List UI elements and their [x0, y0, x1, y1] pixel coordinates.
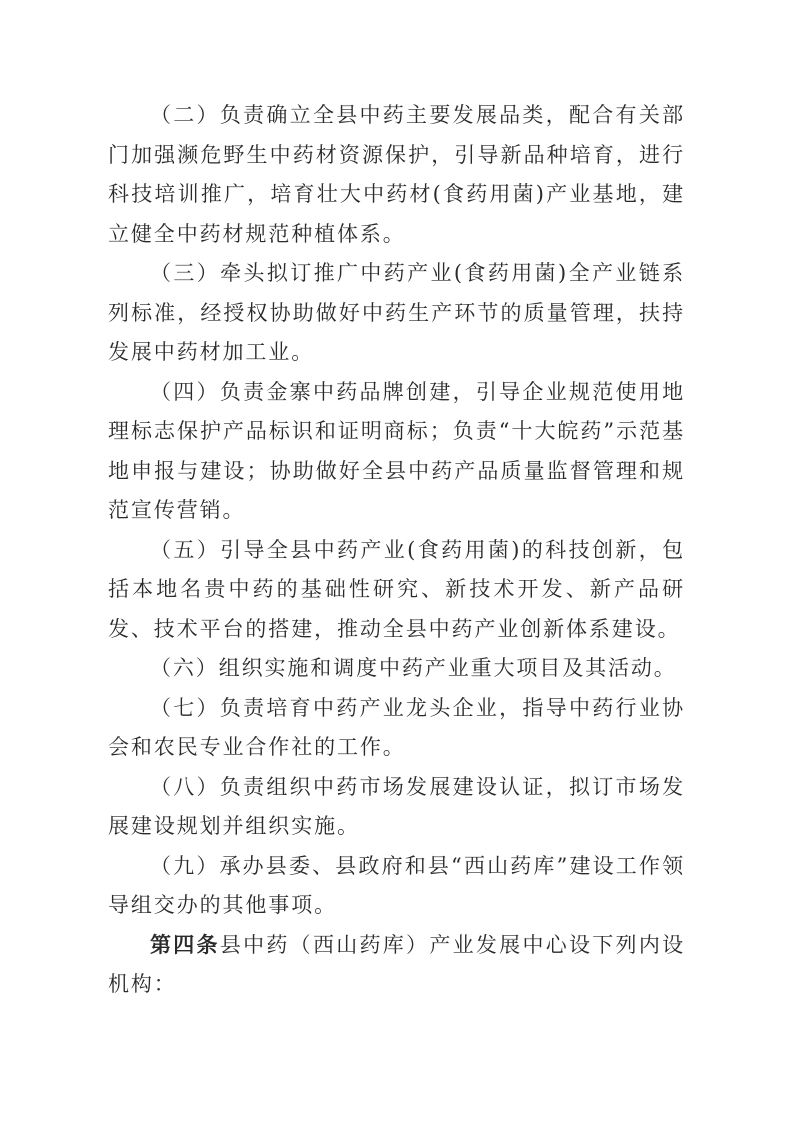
article-4 [108, 926, 685, 1005]
clause-9: （九）承办县委、县政府和县“西山药库”建设工作领导组交办的其他事项。 [108, 853, 685, 917]
clause-4: （四）负责金寨中药品牌创建，引导企业规范使用地理标志保护产品标识和证明商标；负责“十大皖药”示范基地申报与建设；协助做好全县中药产品质量监督管理和规范宣传营销。 [108, 379, 685, 522]
clause-2: （二）负责确立全县中药主要发展品类，配合有关部门加强濒危野生中药材资源保护，引导新品种培育，进行科技培训推广，培育壮大中药材(食药用菌)产业基地，建立健全中药材规范种植体系。 [108, 103, 685, 246]
document-body [108, 96, 685, 1005]
article-text: 县中药（西山药库）产业发展中心设下列内设机构： [108, 932, 686, 996]
clause-7: （七）负责培育中药产业龙头企业，指导中药行业协会和农民专业合作社的工作。 [108, 695, 685, 759]
clause-5: （五）引导全县中药产业(食药用菌)的科技创新，包括本地名贵中药的基础性研究、新技术开发、新产品研发、技术平台的搭建，推动全县中药产业创新体系建设。 [108, 537, 685, 641]
clause-8: （八）负责组织中药市场发展建设认证，拟订市场发展建设规划并组织实施。 [108, 774, 685, 838]
article-number: 第四条 [150, 932, 220, 957]
clause-6: （六）组织实施和调度中药产业重大项目及其活动。 [150, 656, 677, 680]
clause-3: （三）牵头拟订推广中药产业(食药用菌)全产业链系列标准，经授权协助做好中药生产环节的质量管理，扶持发展中药材加工业。 [108, 261, 685, 364]
